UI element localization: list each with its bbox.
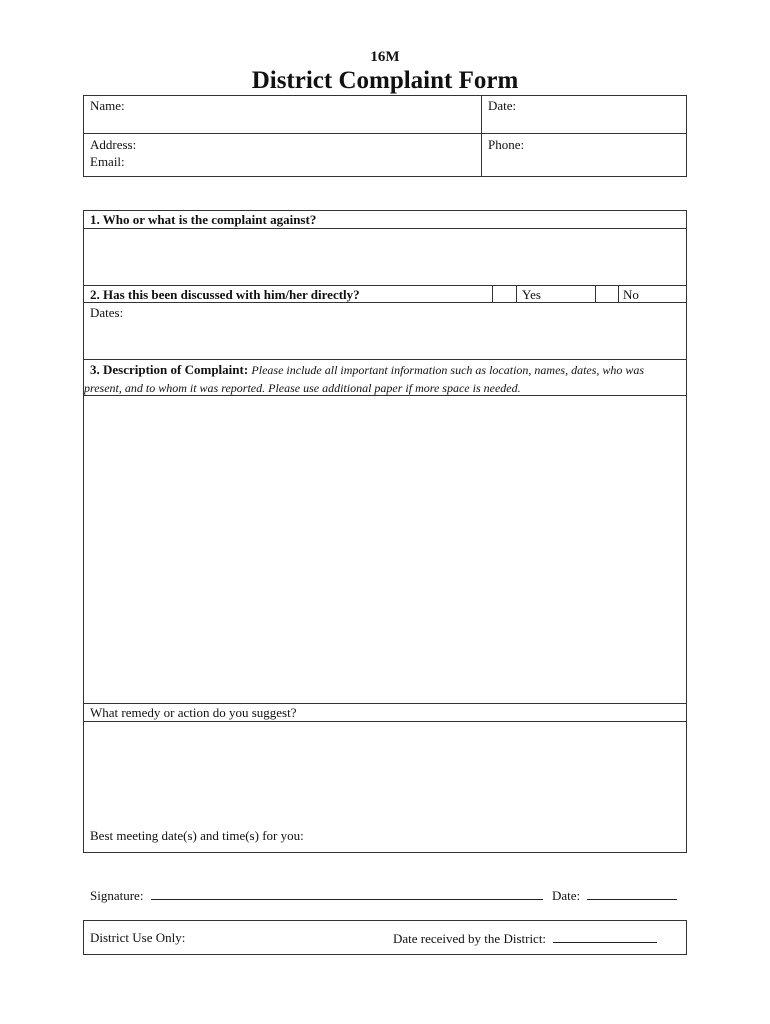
section3-top-line	[83, 359, 687, 360]
signature-row	[90, 887, 543, 904]
no-checkbox[interactable]	[595, 285, 619, 302]
date-field[interactable]: Date:	[488, 98, 517, 113]
district-use-label: District Use Only:	[90, 930, 186, 945]
signature-date-label: Date:	[552, 888, 581, 903]
date-received-label: Date received by the District:	[393, 931, 547, 946]
form-code: 16M	[370, 49, 400, 65]
yes-label: Yes	[522, 287, 541, 302]
signature-line[interactable]	[151, 887, 543, 900]
remedy-label: What remedy or action do you suggest?	[90, 705, 297, 720]
date-received-row	[393, 930, 657, 947]
address-field[interactable]: Address:	[90, 137, 137, 152]
contact-box	[83, 95, 687, 177]
dates-field[interactable]: Dates:	[90, 305, 124, 320]
meeting-times-field[interactable]: Best meeting date(s) and time(s) for you:	[90, 828, 304, 843]
section3-instructions-2: present, and to whom it was reported. Please use additional paper if more space is needed.	[84, 381, 521, 395]
remedy-top-line	[83, 703, 687, 704]
contact-divider-vertical	[481, 95, 482, 177]
contact-divider-horizontal	[83, 133, 687, 134]
no-label: No	[623, 287, 639, 302]
phone-field[interactable]: Phone:	[488, 137, 525, 152]
section1-answer-area[interactable]	[84, 229, 686, 285]
section3-instructions-1: Please include all important information such as location, names, dates, who was	[251, 363, 645, 377]
section1-question: 1. Who or what is the complaint against?	[90, 212, 317, 227]
remedy-answer-area[interactable]	[84, 722, 686, 826]
page-title: District Complaint Form	[251, 67, 519, 94]
date-received-line[interactable]	[553, 930, 657, 943]
section2-question: 2. Has this been discussed with him/her directly?	[90, 287, 360, 302]
yes-checkbox[interactable]	[492, 285, 517, 302]
email-field[interactable]: Email:	[90, 154, 125, 169]
description-answer-area[interactable]	[84, 396, 686, 702]
signature-date-line[interactable]	[587, 887, 677, 900]
signature-date-row	[552, 887, 677, 904]
name-field[interactable]: Name:	[90, 98, 125, 113]
section3-label	[90, 362, 644, 378]
signature-label: Signature:	[90, 888, 144, 903]
section3-title: 3. Description of Complaint:	[90, 362, 249, 377]
